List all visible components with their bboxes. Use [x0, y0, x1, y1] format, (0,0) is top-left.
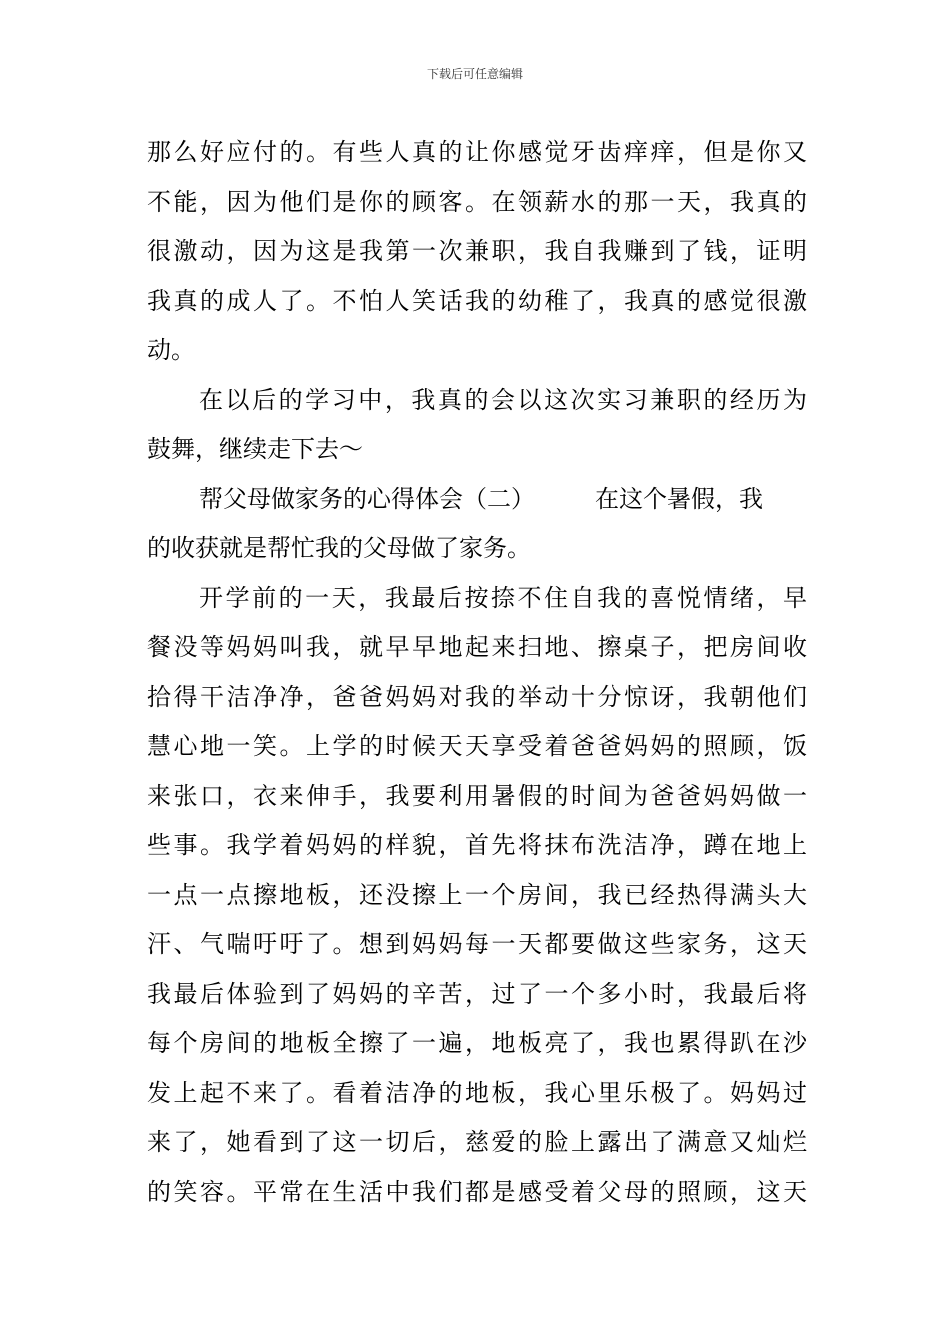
text-line: 鼓舞，继续走下去～: [147, 435, 363, 463]
text-line: 每个房间的地板全擦了一遍，地板亮了，我也累得趴在沙: [147, 1029, 807, 1057]
text-line: 很激动，因为这是我第一次兼职，我自我赚到了钱，证明: [147, 237, 807, 265]
page-header: 下载后可任意编辑: [426, 67, 523, 81]
text-line: 在以后的学习中，我真的会以这次实习兼职的经历为: [199, 385, 807, 414]
text-segment: 在这个暑假，我: [595, 484, 763, 513]
text-line: 的收获就是帮忙我的父母做了家务。: [147, 534, 531, 562]
text-line: 来张口，衣来伸手，我要利用暑假的时间为爸爸妈妈做一: [147, 781, 807, 810]
text-line: 动。: [147, 336, 195, 364]
text-line: 来了，她看到了这一切后，慈爱的脸上露出了满意又灿烂: [147, 1128, 807, 1156]
text-line: 慧心地一笑。上学的时候天天享受着爸爸妈妈的照顾，饭: [147, 732, 807, 760]
text-line: 汗、气喘吁吁了。想到妈妈每一天都要做这些家务，这天: [147, 930, 807, 958]
text-line: 餐没等妈妈叫我，就早早地起来扫地、擦桌子，把房间收: [147, 633, 807, 661]
text-line: 一点一点擦地板，还没擦上一个房间，我已经热得满头大: [147, 880, 807, 909]
text-line: 发上起不来了。看着洁净的地板，我心里乐极了。妈妈过: [147, 1078, 807, 1107]
text-line: 不能，因为他们是你的顾客。在领薪水的那一天，我真的: [147, 187, 807, 216]
document-body: [147, 128, 807, 1217]
text-line: 开学前的一天，我最后按捺不住自我的喜悦情绪，早: [199, 583, 807, 612]
text-line: 我真的成人了。不怕人笑话我的幼稚了，我真的感觉很激: [147, 286, 807, 315]
section-title: 帮父母做家务的心得体会（二）: [199, 484, 535, 513]
text-line: 些事。我学着妈妈的样貌，首先将抹布洗洁净，蹲在地上: [147, 831, 807, 859]
text-line: 那么好应付的。有些人真的让你感觉牙齿痒痒，但是你又: [147, 138, 807, 166]
text-line: 的笑容。平常在生活中我们都是感受着父母的照顾，这天: [147, 1177, 807, 1206]
text-line: 我最后体验到了妈妈的辛苦，过了一个多小时，我最后将: [147, 979, 807, 1008]
text-line: 拾得干洁净净，爸爸妈妈对我的举动十分惊讶，我朝他们: [147, 682, 807, 711]
text-line: [147, 475, 807, 525]
